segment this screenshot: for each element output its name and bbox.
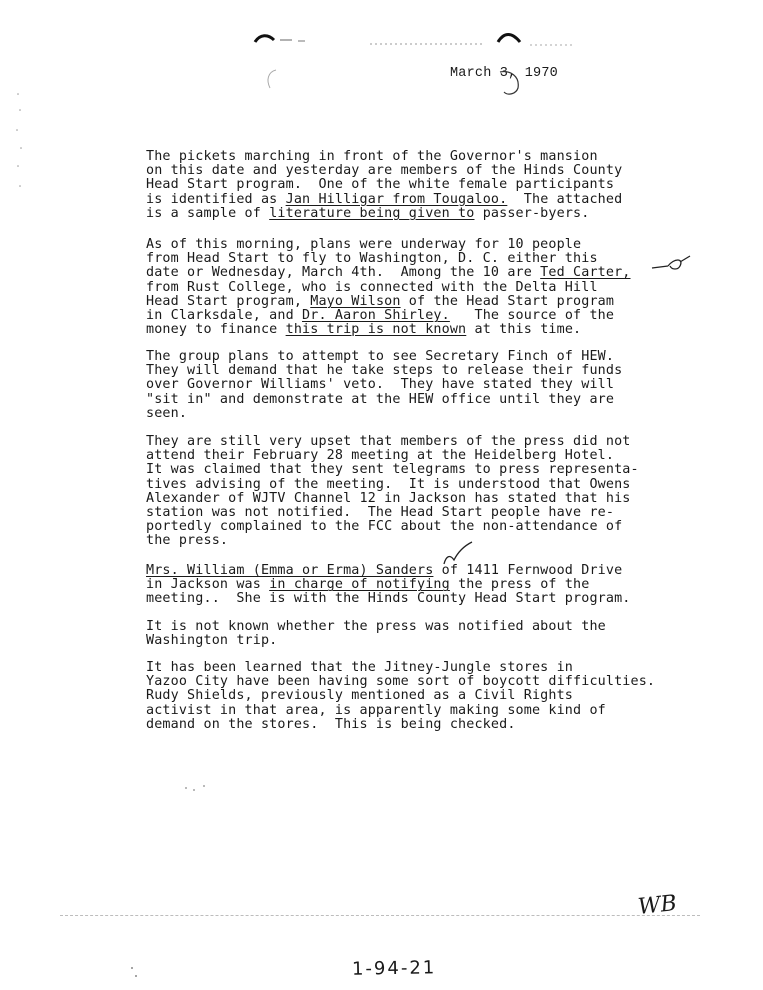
date-scribble-icon [490,62,530,102]
scan-rule [60,915,700,916]
paragraph-7: It has been learned that the Jitney-Jungle stores in Yazoo City have been having some sort of boycott difficulties. Rudy Shields, previously mentioned as a Civil Rights activist in that area, is apparently making some kind of demand on the stores. This is being checked. [146,660,656,732]
paragraph-1: The pickets marching in front of the Governor's mansion on this date and yesterday are members of the Hinds County Head Start program. One of the white female participants is identified as Jan Hilligar from Tougaloo. The attached is a sample of literature being given to passer-byers. [146,149,623,221]
faint-mark-icon [258,66,288,96]
paragraph-3: The group plans to attempt to see Secretary Finch of HEW. They will demand that he take steps to release their funds over Governor Williams' veto. They have stated they will "sit in" and demonstrate at the HEW office until they are seen. [146,349,623,421]
paragraph-2: As of this morning, plans were underway for 10 people from Head Start to fly to Washington, D. C. either this date or Wednesday, March 4th. Among the 10 are Ted Carter, from Rust College, who is connected with the Delta Hill Head Start program, Mayo Wilson of the Head Start program in Clarksdale, and Dr. Aaron Shirley. The source of the money to finance this trip is not known at this time. [146,237,631,338]
paragraph-4: They are still very upset that members of the press did not attend their February 28 meeting at the Heidelberg Hotel. It was claimed that they sent telegrams to press representa- tives advising of the meeting. It is understood that Owens Alexander of WJTV Channel 12 in Jackson has stated that his station was not notified. The Head Start people have re- portedly complained to the FCC about the non-attendance of the press. [146,434,639,549]
document-date: March 3, 1970 [450,66,558,81]
speck-marks-icon [180,780,220,796]
margin-specks-icon [8,90,28,210]
handwritten-initials: WB [636,891,678,920]
handwritten-file-number: 1-94-21 [351,957,437,980]
check-mark-icon [650,252,692,276]
paragraph-6: It is not known whether the press was notified about the Washington trip. [146,619,606,649]
paragraph-5: Mrs. William (Emma or Erma) Sanders of 1411 Fernwood Drive in Jackson was in charge of notifying the press of the meeting.. She is with the Hinds County Head Start program. [146,563,631,607]
top-caret-marks-icon [250,28,580,58]
corner-speck-icon [126,962,146,982]
